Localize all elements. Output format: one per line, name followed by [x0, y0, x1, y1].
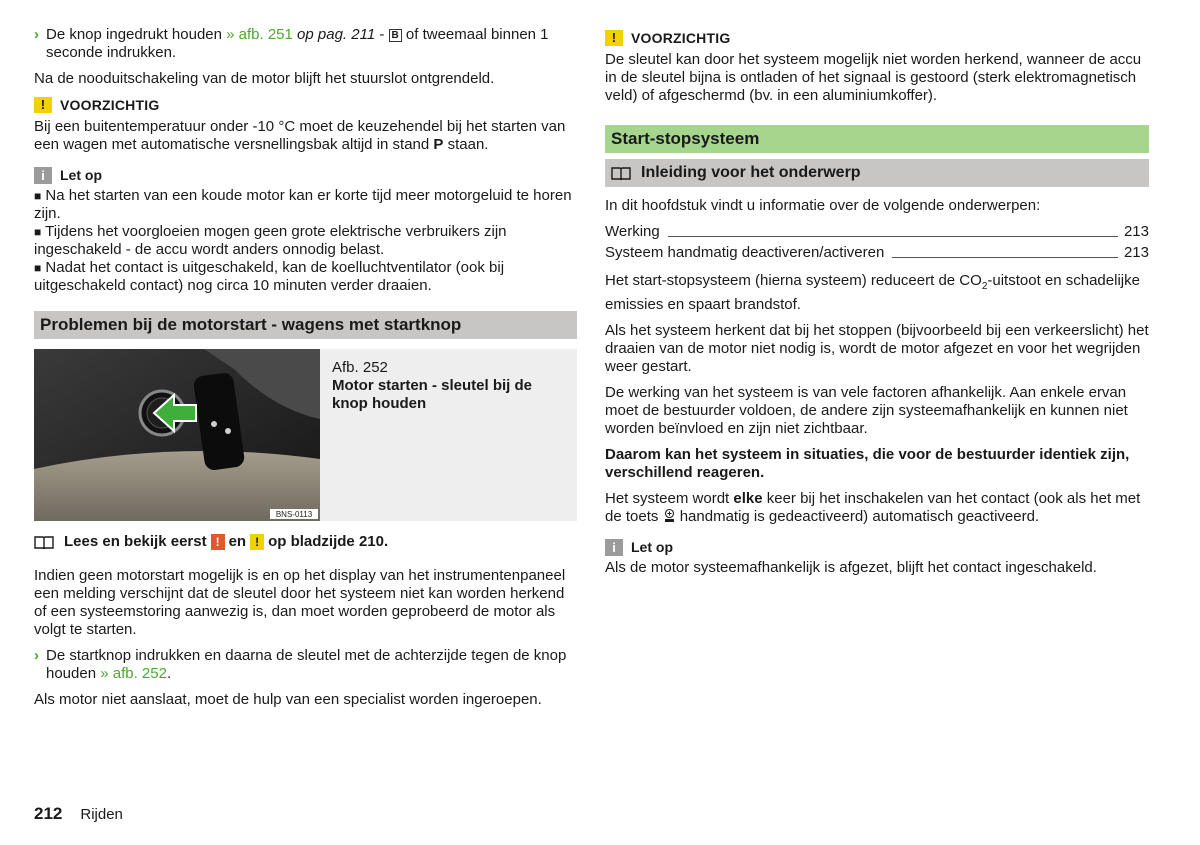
toc-entry[interactable]: Systeem handmatig deactiveren/activeren 213 [605, 244, 1149, 261]
figure-link[interactable]: » afb. 252 [100, 665, 167, 682]
section-heading: Start-stopsysteem [605, 125, 1149, 153]
start-button-photo [34, 349, 320, 521]
caution-text: De sleutel kan door het systeem mogelijk niet worden herkend, wanneer de accu in de sleutel bijna is ontladen of het signaal is gestoord (sterk elektromagnetisch veld) of afgeschermd (bv. in een aluminiumkoffer). [605, 51, 1142, 104]
warning-icon: ! [34, 97, 52, 113]
chevron-right-icon: › [34, 26, 39, 43]
book-icon [611, 166, 631, 180]
caution-title: VOORZICHTIG [60, 97, 160, 113]
start-stop-key-icon [663, 508, 676, 523]
figure-title: Motor starten - sleutel bij de knop houden [332, 377, 533, 412]
paragraph: Als het systeem herkent dat bij het stoppen (bijvoorbeeld bij een verkeerslicht) het draaien van de motor niet nodig is, wordt de motor afgezet en voor het wegrijden weer gestart. [605, 322, 1149, 375]
warning-icon: ! [605, 30, 623, 46]
figure [34, 349, 577, 521]
toc-entry[interactable]: Werking 213 [605, 223, 1149, 240]
paragraph: Het systeem wordt elke keer bij het inschakelen van het contact (ook als het met de toets handmatig is gedeactiveerd) automatisch geactiveerd. [605, 490, 1141, 525]
page-footer [34, 805, 123, 824]
info-icon: i [605, 539, 623, 556]
instruction-step: › De startknop indrukken en daarna de sleutel met de achterzijde tegen de knop houden » afb. 252. [34, 647, 567, 682]
paragraph: Het start-stopsysteem (hierna systeem) reduceert de $CO_2$-uitstoot en schadelijke emissies en spaart brandstof. [605, 272, 1140, 313]
paragraph: In dit hoofdstuk vindt u informatie over de volgende onderwerpen: [605, 197, 1041, 214]
note-item: ■ Tijdens het voorgloeien mogen geen grote elektrische verbruikers zijn ingeschakeld - de accu wordt anders onnodig belast. [34, 223, 507, 258]
left-column [34, 26, 577, 717]
note-box [34, 166, 577, 295]
book-icon [34, 535, 54, 549]
paragraph: Als motor niet aanslaat, moet de hulp van een specialist worden ingeroepen. [34, 691, 542, 708]
warning-yellow-icon: ! [250, 534, 264, 550]
section-heading: Problemen bij de motorstart - wagens met startknop [34, 311, 577, 339]
note-title: Let op [60, 167, 102, 183]
read-first-note: Lees en bekijk eerst ! en ! op bladzijde 210. [34, 533, 577, 551]
note-text: Als de motor systeemafhankelijk is afgezet, blijft het contact ingeschakeld. [605, 559, 1097, 576]
warning-red-icon: ! [211, 534, 225, 550]
figure-number: Afb. 252 [332, 359, 388, 376]
svg-text:BNS-0113: BNS-0113 [275, 510, 313, 519]
caution-text: Bij een buitentemperatuur onder -10 °C moet de keuzehendel bij het starten van een wagen met automatische versnellingsbak altijd in stand P staan. [34, 118, 566, 153]
caution-box [605, 29, 1149, 105]
paragraph: De werking van het systeem is van vele factoren afhankelijk. Aan enkele ervan moet de bestuurder voldoen, de andere zijn systeemafhankelijk en kunnen niet worden beïnvloed en zijn niet zichtbaar. [605, 384, 1128, 437]
note-item: ■ Na het starten van een koude motor kan er korte tijd meer motorgeluid te horen zijn. [34, 187, 572, 222]
chevron-right-icon: › [34, 647, 39, 664]
note-title: Let op [631, 539, 673, 555]
subsection-heading: Inleiding voor het onderwerp [605, 159, 1149, 187]
paragraph: Na de nooduitschakeling van de motor blijft het stuurslot ontgrendeld. [34, 70, 495, 87]
caution-box [34, 96, 577, 154]
paragraph-emphasis: Daarom kan het systeem in situaties, die voor de bestuurder identiek zijn, verschillend reageren. [605, 446, 1130, 481]
right-column [605, 26, 1149, 585]
paragraph: Indien geen motorstart mogelijk is en op het display van het instrumentenpaneel een melding verschijnt dat de sleutel door het systeem niet kan worden herkend of een systeemstoring aanwezig is, dan moet worden geprobeerd de motor als volgt te starten. [34, 567, 566, 638]
figure-link[interactable]: » afb. 251 [226, 26, 293, 43]
info-icon: i [34, 167, 52, 184]
note-item: ■ Nadat het contact is uitgeschakeld, kan de koelluchtventilator (ook bij uitgeschakeld contact) nog circa 10 minuten verder draaien. [34, 259, 505, 294]
caution-title: VOORZICHTIG [631, 30, 731, 46]
key-b-icon: B [389, 29, 402, 42]
page-number: 212 [34, 804, 63, 823]
chapter-name: Rijden [80, 806, 123, 823]
note-box [605, 538, 1149, 577]
instruction-step: › De knop ingedrukt houden » afb. 251 op pag. 211 - B of tweemaal binnen 1 seconde indrukken. [34, 26, 549, 61]
figure-caption [320, 349, 577, 521]
